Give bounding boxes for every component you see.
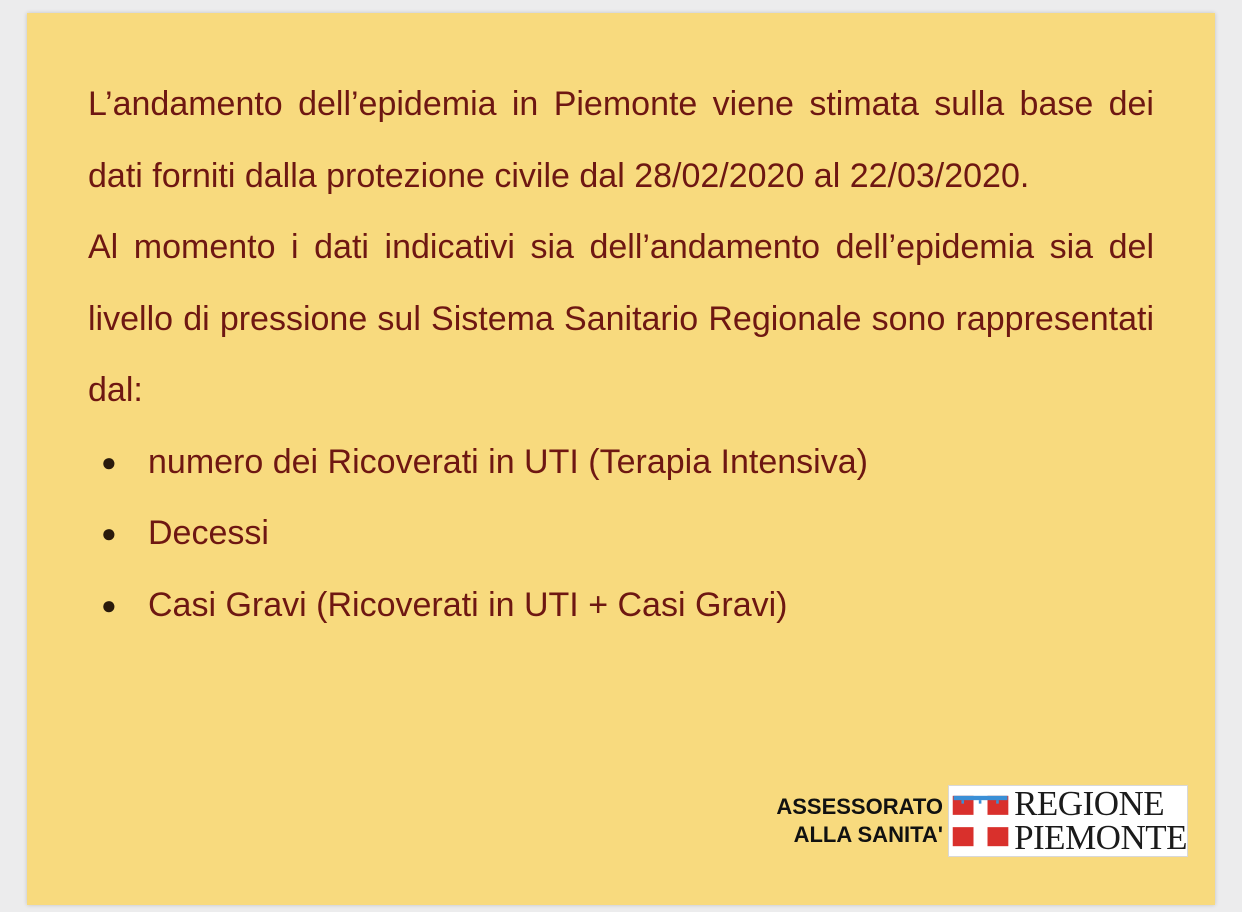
slide-body [88, 69, 1154, 641]
slide [27, 13, 1215, 905]
list-item-text: numero dei Ricoverati in UTI (Terapia Intensiva) [148, 442, 868, 481]
list-item [88, 427, 1154, 499]
assessorato-line-2: ALLA SANITA' [793, 822, 943, 847]
logo-line-2: PIEMONTE [1014, 818, 1187, 857]
regione-piemonte-emblem-icon [951, 788, 1010, 854]
list-item [88, 498, 1154, 570]
list-item-text: Decessi [148, 514, 269, 552]
footer-branding [776, 785, 1188, 857]
logo-wordmark [1014, 784, 1187, 857]
list-item [88, 570, 1154, 642]
intro-paragraph: L’andamento dell’epidemia in Piemonte viene stimata sulla base dei dati forniti dalla protezione civile dal 28/02/2020 al 22/03/2020. [88, 85, 1154, 195]
bullet-icon: ● [101, 518, 117, 548]
indicator-list [88, 427, 1154, 642]
assessorato-label [776, 793, 943, 849]
assessorato-line-1: ASSESSORATO [776, 794, 943, 819]
regione-piemonte-logo [948, 785, 1188, 857]
list-item-text: Casi Gravi (Ricoverati in UTI + Casi Gravi) [148, 585, 788, 624]
bullet-icon: ● [101, 589, 117, 620]
bullet-icon: ● [101, 446, 117, 477]
indicators-paragraph: Al momento i dati indicativi sia dell’andamento dell’epidemia sia del livello di pressione sul Sistema Sanitario Regionale sono rappresentati dal: [88, 228, 1154, 409]
logo-line-1: REGIONE [1014, 784, 1165, 823]
